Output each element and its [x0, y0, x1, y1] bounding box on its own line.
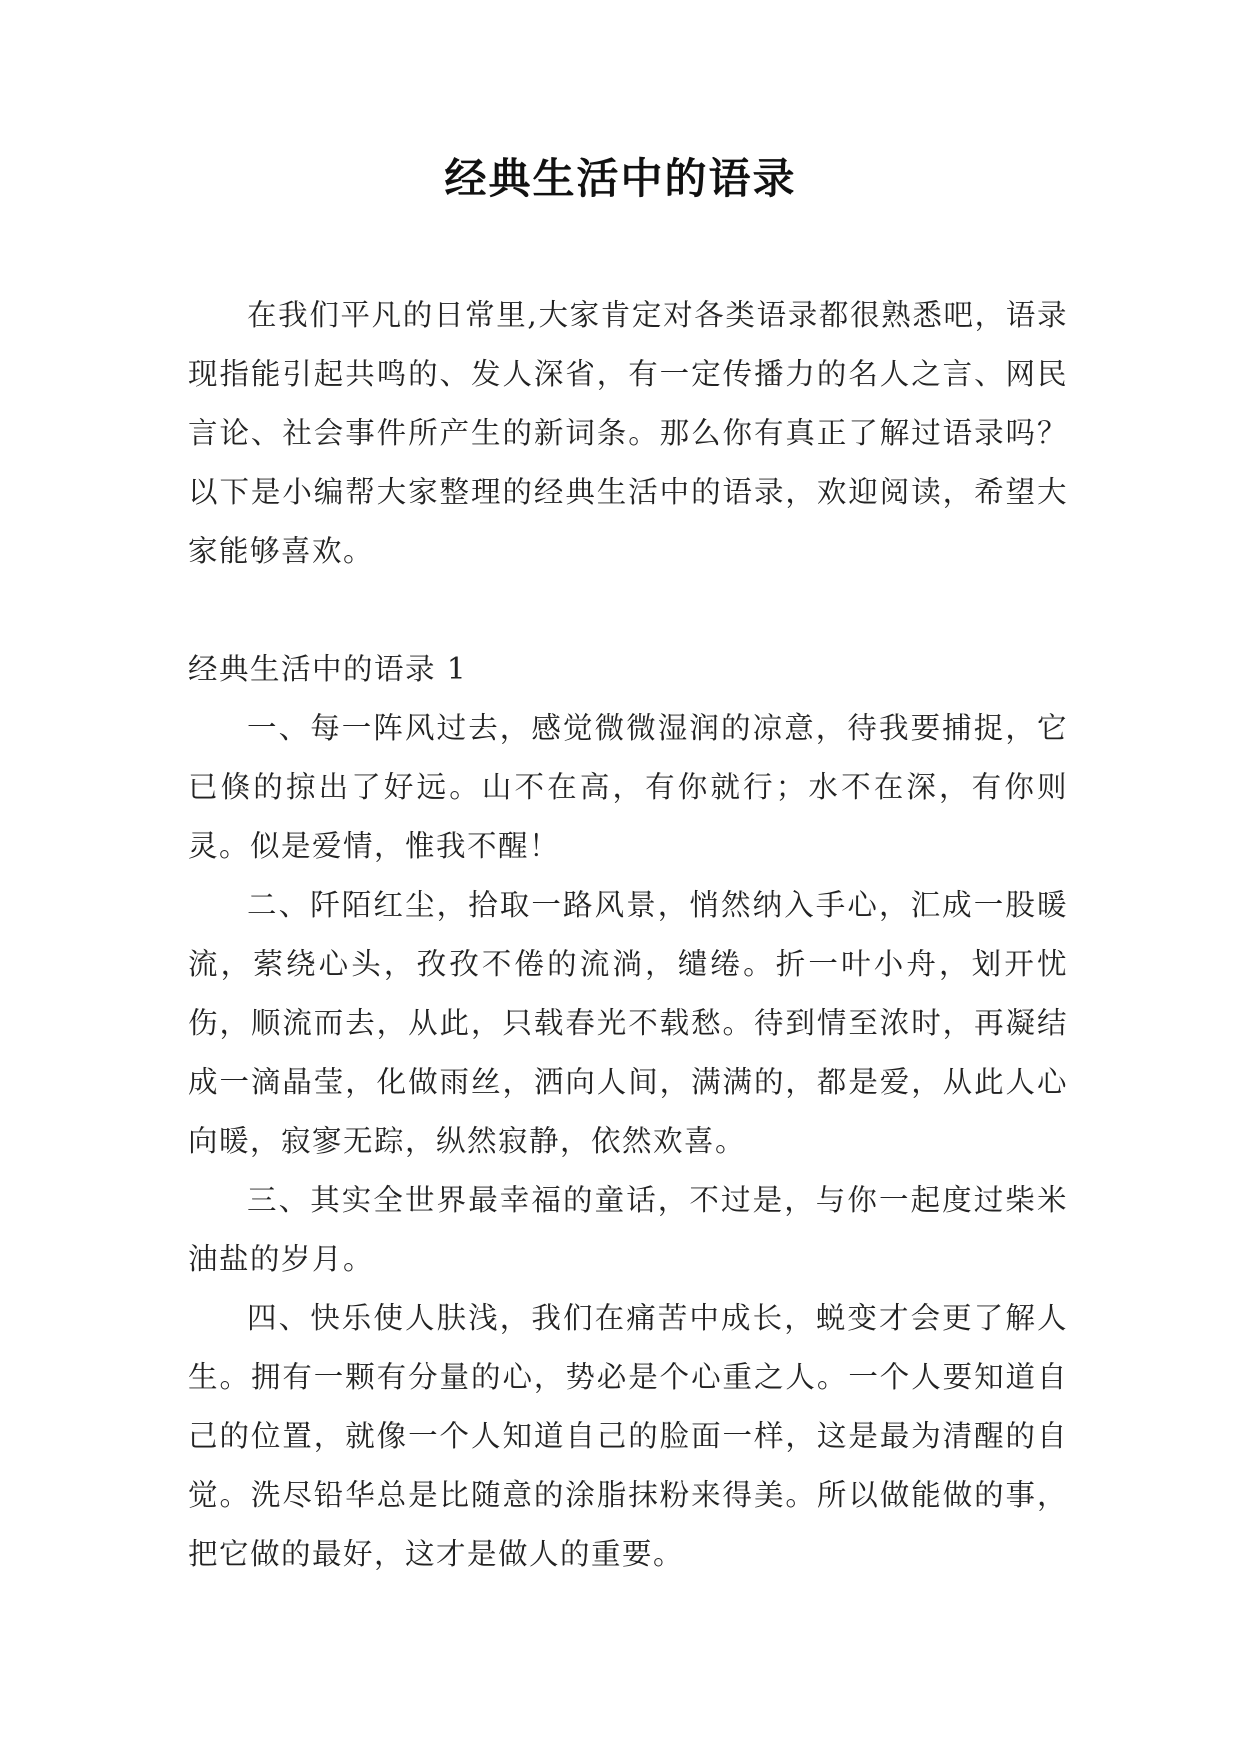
- quote-paragraph-1: 一、每一阵风过去，感觉微微湿润的凉意，待我要捕捉，它已倏的掠出了好远。山不在高，有你就行；水不在深，有你则灵。似是爱情，惟我不醒！: [188, 711, 1068, 863]
- quote-paragraph-4: 四、快乐使人肤浅，我们在痛苦中成长，蜕变才会更了解人生。拥有一颗有分量的心，势必是个心重之人。一个人要知道自己的位置，就像一个人知道自己的脸面一样，这是最为清醒的自觉。洗尽铅华总是比随意的涂脂抹粉来得美。所以做能做的事，把它做的最好，这才是做人的重要。: [188, 1301, 1068, 1571]
- document-title: 经典生活中的语录: [444, 154, 797, 203]
- section-heading: 经典生活中的语录 1: [188, 652, 468, 686]
- document-body: [188, 286, 1068, 1584]
- intro-paragraph: 在我们平凡的日常里,大家肯定对各类语录都很熟悉吧，语录现指能引起共鸣的、发人深省，有一定传播力的名人之言、网民言论、社会事件所产生的新词条。那么你有真正了解过语录吗？以下是小编帮大家整理的经典生活中的语录，欢迎阅读，希望大家能够喜欢。: [188, 298, 1068, 568]
- quote-paragraph-3: 三、其实全世界最幸福的童话，不过是，与你一起度过柴米油盐的岁月。: [188, 1183, 1068, 1276]
- quote-paragraph-2: 二、阡陌红尘，拾取一路风景，悄然纳入手心，汇成一股暖流，萦绕心头，孜孜不倦的流淌，缱绻。折一叶小舟，划开忧伤，顺流而去，从此，只载春光不载愁。待到情至浓时，再凝结成一滴晶莹，化做雨丝，洒向人间，满满的，都是爱，从此人心向暖，寂寥无踪，纵然寂静，依然欢喜。: [188, 888, 1068, 1158]
